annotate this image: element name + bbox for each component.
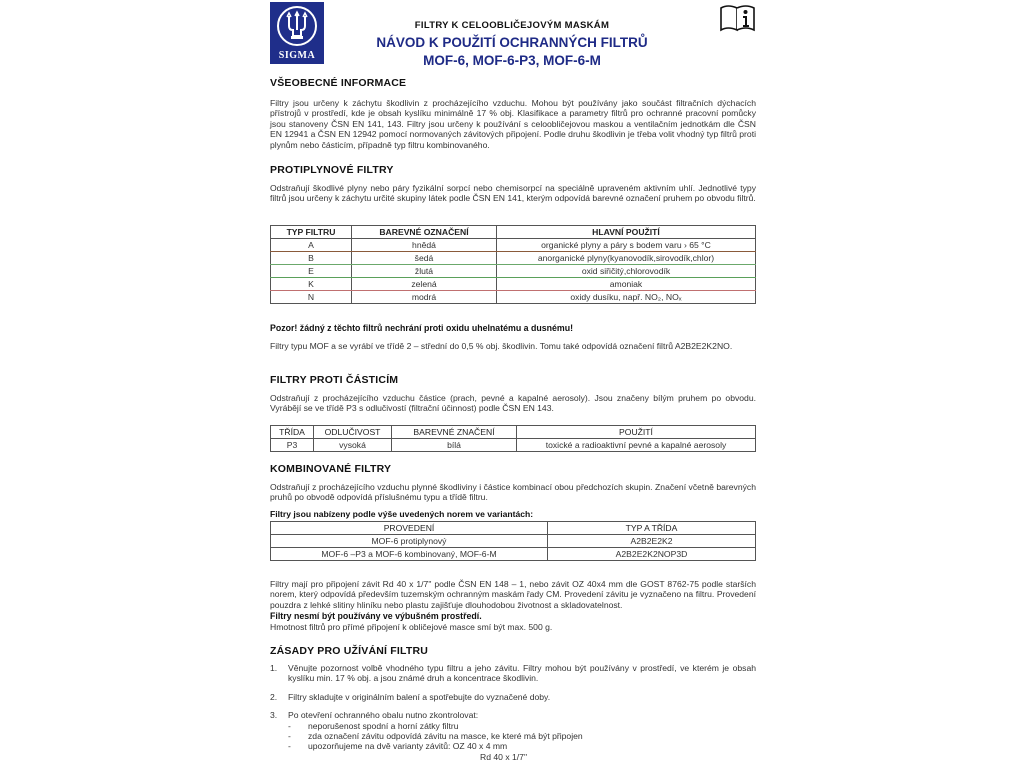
sub-item: - upozorňujeme na dvě varianty závitů: OZ 40 x 4 mm bbox=[288, 741, 508, 752]
cell-type: A bbox=[271, 239, 352, 252]
col-header: PROVEDENÍ bbox=[271, 522, 548, 535]
cell-variant: MOF-6 protiplynový bbox=[271, 535, 548, 548]
table-header-row bbox=[271, 426, 756, 439]
table-header-row bbox=[271, 522, 756, 535]
col-header: POUŽITÍ bbox=[517, 426, 756, 439]
gas-filters-text: Odstraňují škodlivé plyny nebo páry fyzikální sorpcí nebo chemisorpcí na speciálně upraveném aktivním uhlí. Jednotlivé typy filtrů jsou určeny k záchytu určité skupiny látek podle ČSN EN 141, kterým odpovídá barevné označení pruhem po obvodu filtrů. bbox=[270, 183, 756, 204]
variants-table bbox=[270, 521, 756, 561]
list-item bbox=[270, 692, 756, 702]
item-text: Věnujte pozornost volbě vhodného typu filtru a jeho závitu. Filtry mohou být používány v prostředí, ve kterém je obsah kyslíku min. 17 % obj. a jsou známé druh a koncentrace škodlivin. bbox=[288, 663, 756, 684]
col-header: HLAVNÍ POUŽITÍ bbox=[497, 226, 756, 239]
cell-type: B bbox=[271, 252, 352, 265]
sub-item-text: neporušenost spodní a horní zátky filtru bbox=[308, 720, 459, 731]
filter-class-text: Filtry typu MOF a se vyrábí ve třídě 2 – střední do 0,5 % obj. škodlivin. Tomu také odpovídá označení filtrů A2B2E2K2NO. bbox=[270, 341, 733, 351]
list-item bbox=[270, 710, 756, 720]
usage-list bbox=[270, 663, 756, 762]
section-heading-particle-filters: FILTRY PROTI ČÁSTICÍM bbox=[270, 374, 399, 386]
section-heading-combined-filters: KOMBINOVANÉ FILTRY bbox=[270, 463, 392, 475]
table-row bbox=[271, 239, 756, 252]
table-row bbox=[271, 265, 756, 278]
sub-item: - neporušenost spodní a horní zátky filtru bbox=[288, 720, 459, 731]
col-header: BAREVNÉ ZNAČENÍ bbox=[392, 426, 517, 439]
item-text: Po otevření ochranného obalu nutno zkontrolovat: bbox=[288, 710, 479, 721]
cell-efficiency: vysoká bbox=[314, 439, 392, 452]
table-row bbox=[271, 535, 756, 548]
explosive-warning: Filtry nesmí být používány ve výbušném prostředí. bbox=[270, 611, 482, 621]
section-heading-gas-filters: PROTIPLYNOVÉ FILTRY bbox=[270, 164, 394, 176]
sub-item-text: zda označení závitu odpovídá závitu na masce, ke které má být připojen bbox=[308, 731, 583, 742]
section-heading-usage: ZÁSADY PRO UŽÍVÁNÍ FILTRU bbox=[270, 645, 429, 657]
cell-usage: amoniak bbox=[497, 278, 756, 291]
sub-item-text: upozorňujeme na dvě varianty závitů: OZ 40 x 4 mm bbox=[308, 741, 508, 752]
cell-color: zelená bbox=[352, 278, 497, 291]
model-list: MOF-6, MOF-6-P3, MOF-6-M bbox=[423, 53, 601, 68]
cell-color: modrá bbox=[352, 291, 497, 304]
section-heading-general: VŠEOBECNÉ INFORMACE bbox=[270, 77, 407, 89]
item-number: 2. bbox=[270, 691, 278, 702]
thread-text: Filtry mají pro připojení závit Rd 40 x 1/7" podle ČSN EN 148 – 1, nebo závit OZ 40x4 mm dle GOST 8762-75 podle starších norem, který odpovídá především tuzemským ochranným maskám řady CM. Provedení závitu je vyznačeno na filtru. Provedení pouzdra z lehké slitiny hliníku nebo plastu zajišťuje dlouhodobou životnost a skladovatelnost. bbox=[270, 579, 756, 610]
particle-filter-table bbox=[270, 425, 756, 452]
sub-item-continuation: Rd 40 x 1/7" bbox=[480, 751, 528, 762]
item-number: 3. bbox=[270, 710, 278, 721]
cell-type-class: A2B2E2K2 bbox=[548, 535, 756, 548]
table-row bbox=[271, 439, 756, 452]
col-header: BAREVNÉ OZNAČENÍ bbox=[352, 226, 497, 239]
table-row bbox=[271, 548, 756, 561]
cell-usage: oxidy dusíku, např. NO₂, NOₓ bbox=[497, 291, 756, 304]
weight-text: Hmotnost filtrů pro přímé připojení k obličejové masce smí být max. 500 g. bbox=[270, 622, 553, 632]
variants-label: Filtry jsou nabízeny podle výše uvedených norem ve variantách: bbox=[270, 509, 534, 519]
logo-text: SIGMA bbox=[278, 50, 316, 61]
col-header: TYP A TŘÍDA bbox=[548, 522, 756, 535]
sub-item: - zda označení závitu odpovídá závitu na masce, ke které má být připojen bbox=[288, 731, 583, 742]
col-header: TYP FILTRU bbox=[271, 226, 352, 239]
col-header: ODLUČIVOST bbox=[314, 426, 392, 439]
table-header-row bbox=[271, 226, 756, 239]
cell-color: žlutá bbox=[352, 265, 497, 278]
list-item bbox=[270, 663, 756, 684]
combined-filters-text: Odstraňují z procházejícího vzduchu plynné škodliviny i částice kombinací obou předchozích skupin. Značení včetně barevných pruhů po obvodě odpovídá příslušnému typu a třídě filtru. bbox=[270, 482, 756, 503]
cell-color: bílá bbox=[392, 439, 517, 452]
item-number: 1. bbox=[270, 663, 278, 673]
cell-type: E bbox=[271, 265, 352, 278]
table-row bbox=[271, 291, 756, 304]
document-subtitle: FILTRY K CELOOBLIČEJOVÝM MASKÁM bbox=[414, 20, 610, 31]
gas-filter-table bbox=[270, 225, 756, 304]
table-row bbox=[271, 252, 756, 265]
table-row bbox=[271, 278, 756, 291]
cell-color: hnědá bbox=[352, 239, 497, 252]
cell-usage: organické plyny a páry s bodem varu › 65 °C bbox=[497, 239, 756, 252]
item-text: Filtry skladujte v originálním balení a spotřebujte do vyznačené doby. bbox=[288, 691, 551, 702]
particle-filters-text: Odstraňují z procházejícího vzduchu částice (prach, pevné a kapalné aerosoly). Jsou značeny bílým pruhem po obvodu. Vyrábějí se ve třídě P3 s odlučivostí (filtrační účinnost) podle ČSN EN 143. bbox=[270, 393, 756, 414]
cell-type: K bbox=[271, 278, 352, 291]
cell-type-class: A2B2E2K2NOP3D bbox=[548, 548, 756, 561]
col-header: TŘÍDA bbox=[271, 426, 314, 439]
general-text: Filtry jsou určeny k záchytu škodlivin z procházejícího vzduchu. Mohou být používány jako součást filtračních dýchacích přístrojů v prostředí, kde je obsah kyslíku minimálně 17 % obj. Klasifikace a parametry filtrů pro ochranné pracovní pomůcky jsou stanoveny ČSN EN 141, 143. Filtry jsou určeny k používání s celoobličejovou maskou a ventilačním jednotkám dle ČSN EN 12941 a ČSN EN 12942 pomocí normovaných závitových připojení. Podle druhu škodlivin je třeba volit vhodný typ filtrů proti plynům nebo částicím, případně typ filtru kombinovaného. bbox=[270, 98, 756, 150]
cell-type: N bbox=[271, 291, 352, 304]
cell-variant: MOF-6 –P3 a MOF-6 kombinovaný, MOF-6-M bbox=[271, 548, 548, 561]
co-warning: Pozor! žádný z těchto filtrů nechrání proti oxidu uhelnatému a dusnému! bbox=[270, 323, 574, 333]
cell-usage: toxické a radioaktivní pevné a kapalné aerosoly bbox=[517, 439, 756, 452]
cell-usage: anorganické plyny(kyanovodík,sirovodík,chlor) bbox=[497, 252, 756, 265]
document-title: NÁVOD K POUŽITÍ OCHRANNÝCH FILTRŮ bbox=[376, 35, 648, 50]
cell-color: šedá bbox=[352, 252, 497, 265]
cell-class: P3 bbox=[271, 439, 314, 452]
cell-usage: oxid siřičitý,chlorovodík bbox=[497, 265, 756, 278]
